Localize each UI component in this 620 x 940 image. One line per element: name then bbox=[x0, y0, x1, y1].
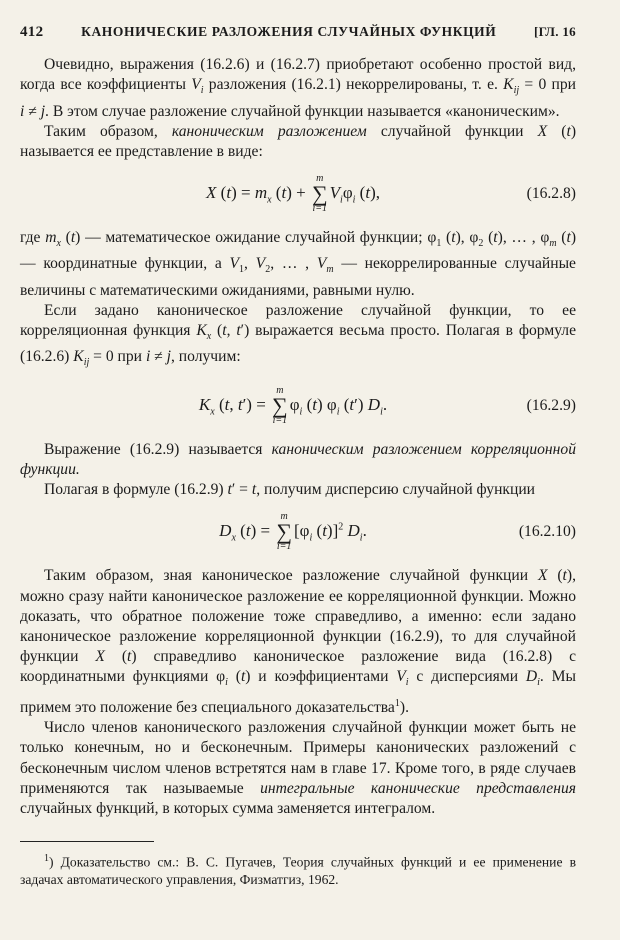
equation-number: (16.2.10) bbox=[518, 523, 576, 541]
sum-operator: m ∑ i=1 bbox=[276, 511, 292, 553]
page-number: 412 bbox=[20, 24, 44, 40]
footnote-reference: 1 bbox=[394, 697, 400, 709]
paragraph-1: Очевидно, выражения (16.2.6) и (16.2.7) приобретают особенно простой вид, когда все коэффициенты $V_i$ разложения (16.2.1) некоррелированы, т. е. $K_{ij} = 0$ при i ≠ j. В этом случае разложение случайной функции называется «каноническим». bbox=[20, 56, 576, 120]
sum-operator: m ∑ i=1 bbox=[311, 173, 328, 215]
paragraph-2: Таким образом, каноническим разложением случайной функции X (t) называется ее представление в виде: bbox=[20, 122, 577, 160]
emphasis-term: интегральные канонические представления bbox=[260, 779, 576, 797]
emphasis-term: каноническим разложением bbox=[171, 122, 367, 140]
paragraph-4: Если задано каноническое разложение случайной функции, то ее корреляционная функция $K_x$ (t, t′) выражается весьма просто. Полагая в формуле (16.2.6) $K_{ij} = 0$ при i ≠ j, получим: bbox=[20, 301, 577, 369]
equation-number: (16.2.9) bbox=[526, 396, 576, 414]
equation-16-2-10: $D_x$ (t) = m ∑ i=1 [$\varphi_i$ (t)]$^2$ $D_i$. (16.2.10) bbox=[219, 511, 576, 553]
footnote: $^1$) Доказательство см.: В. С. Пугачев, Теория случайных функций и ее применение в задачах автоматического управления, Физматгиз, 1962. bbox=[20, 853, 576, 888]
equation-number: (16.2.8) bbox=[526, 185, 576, 203]
equation-16-2-8: X $(t) = m_x$ (t) + m ∑ i=1 $V_i\varphi_i$ (t), (16.2.8) bbox=[206, 173, 576, 215]
paragraph-7: Таким образом, зная каноническое разложение случайной функции X (t), можно сразу найти каноническое разложение ее корреляционной функции. Можно доказать, что обратное положение тоже справедливо, а именно: если задано каноническое разложение корреляционной функции (16.2.9), то для случайной функции X (t) справедливо каноническое разложение вида (16.2.8) с координатными функциями $\varphi_i$ (t) и коэффициентами $V_i$ с дисперсиями $D_i$. Мы примем это положение без специального доказательства$^1$). bbox=[20, 567, 577, 716]
sum-operator: m ∑ i=1 bbox=[272, 384, 288, 426]
equation-16-2-9: $K_x$ (t, t′) = m ∑ i=1 $\varphi_i$ (t) $\varphi_i$ (t′) $D_i$. (16.2.9) bbox=[198, 384, 576, 426]
emphasis-term: каноническим разложением корреляционной функции. bbox=[20, 440, 576, 478]
footnote-divider bbox=[20, 841, 154, 842]
paragraph-6: Полагая в формуле (16.2.9) t′ = t, получим дисперсию случайной функции bbox=[44, 481, 536, 499]
paragraph-5: Выражение (16.2.9) называется каноническим разложением корреляционной функции. bbox=[20, 440, 576, 478]
running-head bbox=[20, 24, 576, 41]
running-title: КАНОНИЧЕСКИЕ РАЗЛОЖЕНИЯ СЛУЧАЙНЫХ ФУНКЦИЙ bbox=[81, 24, 497, 39]
paragraph-8: Число членов канонического разложения случайной функции может быть не только конечным, но и бесконечным. Примеры канонических разложений с бесконечным числом членов встретятся нам в главе 17. Кроме того, в ряде случаев применяются так называемые интегральные канонические представления случайных функций, в которых сумма заменяется интегралом. bbox=[20, 719, 576, 817]
footnote-mark: 1 bbox=[44, 853, 49, 865]
chapter-mark: [ГЛ. 16 bbox=[534, 24, 576, 39]
paragraph-3: где $m_x$ (t) — математическое ожидание случайной функции; $\varphi_1$ (t), $\varphi_2$ (t), … , $\varphi_m$ (t) — координатные функции, а $V_1$, $V_2$, … , $V_m$ — некоррелированные случайные величины с математическими ожиданиями, равными нулю. bbox=[20, 229, 577, 299]
